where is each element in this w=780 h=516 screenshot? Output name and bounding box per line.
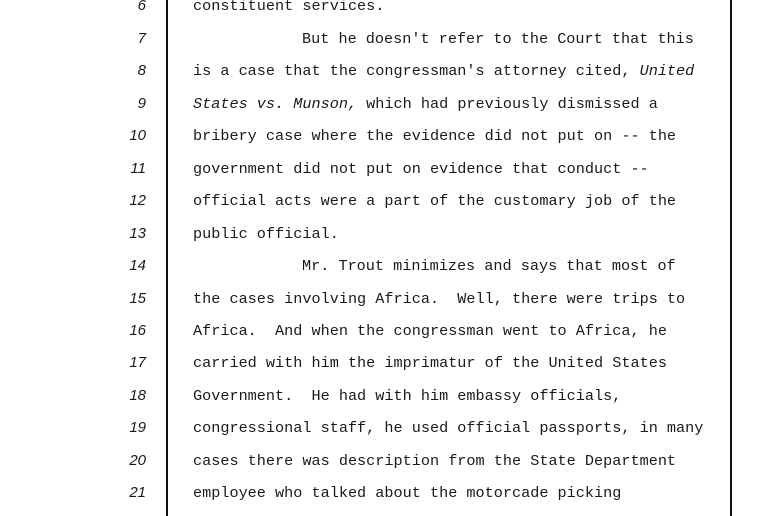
transcript-line	[0, 92, 780, 116]
line-number: 6	[137, 0, 146, 14]
transcript-line	[0, 384, 780, 408]
line-text	[193, 59, 694, 83]
transcript-line	[0, 27, 780, 51]
line-text: bribery case where the evidence did not put on -- the	[193, 127, 677, 145]
line-number: 19	[129, 419, 146, 436]
line-number: 8	[137, 62, 146, 79]
line-text: public official.	[193, 225, 339, 243]
line-text: official acts were a part of the customary job of the	[193, 192, 677, 210]
line-text	[193, 92, 658, 116]
line-number: 17	[129, 354, 146, 371]
line-text: Government. He had with him embassy officials,	[193, 387, 622, 405]
transcript-line	[0, 481, 780, 505]
line-number: 16	[129, 322, 146, 339]
transcript-line	[0, 157, 780, 181]
line-number: 7	[137, 30, 146, 47]
line-number: 13	[129, 225, 146, 242]
line-number: 12	[129, 192, 146, 209]
line-text: the cases involving Africa. Well, there were trips to	[193, 290, 686, 308]
transcript-line	[0, 449, 780, 473]
transcript-line	[0, 416, 780, 440]
line-text-plain: is a case that the congressman's attorney cited,	[193, 62, 640, 80]
transcript-line	[0, 189, 780, 213]
line-text: carried with him the imprimatur of the United States	[193, 354, 667, 372]
transcript-line	[0, 0, 780, 18]
line-number: 10	[129, 127, 146, 144]
line-text: constituent services.	[193, 0, 385, 15]
transcript-line	[0, 222, 780, 246]
line-number: 9	[137, 95, 146, 112]
line-text: government did not put on evidence that conduct --	[193, 160, 649, 178]
line-number: 18	[129, 387, 146, 404]
line-number: 21	[129, 484, 146, 501]
case-citation: States vs. Munson,	[193, 95, 358, 113]
line-number: 20	[129, 452, 146, 469]
line-text: congressional staff, he used official passports, in many	[193, 419, 704, 437]
line-number: 14	[129, 257, 146, 274]
line-text: But he doesn't refer to the Court that this	[302, 30, 694, 48]
transcript-line	[0, 124, 780, 148]
line-text-plain: which had previously dismissed a	[357, 95, 658, 113]
transcript-line	[0, 351, 780, 375]
line-number: 15	[129, 290, 146, 307]
line-text: Africa. And when the congressman went to Africa, he	[193, 322, 667, 340]
transcript-line	[0, 287, 780, 311]
transcript-line	[0, 59, 780, 83]
transcript-line	[0, 254, 780, 278]
line-text: Mr. Trout minimizes and says that most of	[302, 257, 676, 275]
line-text: employee who talked about the motorcade picking	[193, 484, 622, 502]
case-citation: United	[639, 62, 695, 80]
line-number: 11	[130, 160, 146, 177]
transcript-line	[0, 319, 780, 343]
line-text: cases there was description from the State Department	[193, 452, 677, 470]
